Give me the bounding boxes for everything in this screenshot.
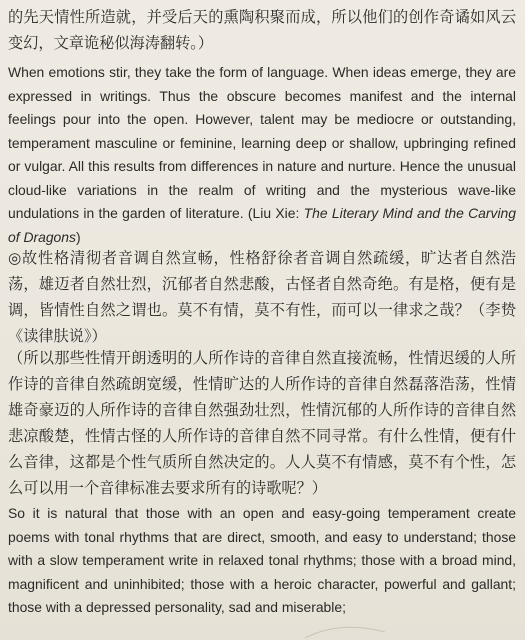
english-second-paragraph: So it is natural that those with an open and easy-going temperament create poems with tonal rhythms that are direct, smooth, and easy to understand; those with a slow temperament write in relaxed tonal rhythms; those with a broad mind, magnificent and uninhibited; those with a heroic character, powerful and gallant; those with a depressed personality, sad and miserable; <box>8 505 516 615</box>
book-title: The Literary Mind and the Carving of Dragons <box>8 205 516 245</box>
english-intro-paragraph <box>8 61 516 249</box>
english-intro-text: When emotions stir, they take the form of language. When ideas emerge, they are expressed in writings. Thus the obscure becomes manifest and the internal feelings pour into the open. However, talent may be mediocre or outstanding, temperament masculine or feminine, learning deep or shallow, upbringing refined or vulgar. All this results from differences in nature and nurture. Hence the unusual cloud-like variations in the realm of writing and the mysterious wave-like undulations in the garden of literature. (Liu Xie: <box>8 64 516 221</box>
chinese-explanation-paragraph: （所以那些性情开朗透明的人所作诗的音律自然直接流畅，性情迟缓的人所作诗的音律自然疏朗宽缓，性情旷达的人所作诗的音律自然磊落浩荡，性情雄奇豪迈的人所作诗的音律自然强劲壮烈，性情沉郁的人所作诗的音律自然悲凉酸楚，性情古怪的人所作诗的音律自然不同寻常。有什么性情，便有什么音律，这都是个性气质所自然决定的。人人莫不有情感，莫不有个性，怎么可以用一个音律标准去要求所有的诗歌呢？） <box>8 349 516 497</box>
chinese-intro-paragraph: 的先天情性所造就，并受后天的熏陶积聚而成，所以他们的创作奇谲如风云变幻，文章诡秘似海涛翻转。） <box>8 8 516 52</box>
chinese-quote-paragraph: ◎故性格清彻者音调自然宣畅，性格舒徐者音调自然疏缓，旷达者自然浩荡，雄迈者自然壮烈，沉郁者自然悲酸，古怪者自然奇绝。有是格，便有是调，皆情性自然之谓也。莫不有情，莫不有性，而可以一律求之哉？（李贽《读律肤说》） <box>8 249 516 345</box>
english-intro-close: ) <box>75 228 81 245</box>
